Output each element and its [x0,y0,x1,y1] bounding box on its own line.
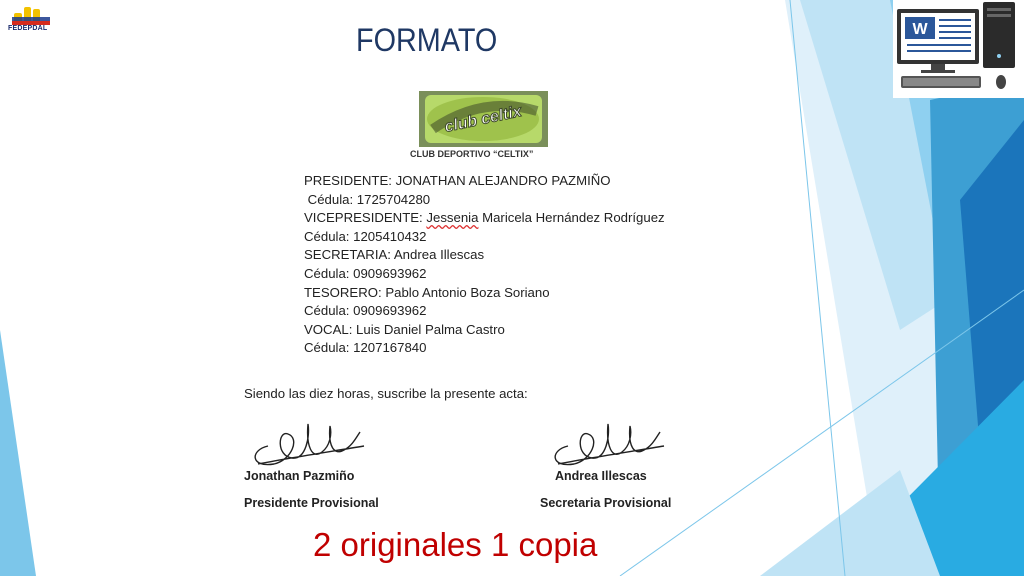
club-logo-text: club celtix [443,103,524,136]
officer-line: Cédula: 0909693962 [304,303,427,319]
officer-line: Cédula: 0909693962 [304,265,427,281]
page-title: FORMATO [356,22,498,58]
statement-text: Siendo las diez horas, suscribe la presente acta: [244,386,528,401]
spellcheck-marked-word: Jessenia [426,210,479,226]
signature-role: Secretaria Provisional [540,496,672,510]
officer-line: Cédula: 1207167840 [304,340,427,356]
club-logo-icon [419,91,548,147]
signature-icon [548,416,668,474]
signature-name: Jonathan Pazmiño [244,469,355,483]
left-wedge [0,330,36,576]
copies-note: 2 originales 1 copia [313,526,598,563]
officer-line: PRESIDENTE: JONATHAN ALEJANDRO PAZMIÑO [304,173,611,188]
officer-line: SECRETARIA: Andrea Illescas [304,247,485,263]
officer-line [304,209,665,228]
signature-icon [248,416,368,474]
club-name: CLUB DEPORTIVO “CELTIX” [410,149,534,159]
officer-role: VICEPRESIDENTE: [304,210,427,226]
officer-name: Maricela Hernández Rodríguez [478,210,665,226]
officer-line: TESORERO: Pablo Antonio Boza Soriano [304,284,550,300]
signature-name: Andrea Illescas [555,469,647,483]
officer-line: VOCAL: Luis Daniel Palma Castro [304,321,505,337]
signature-role: Presidente Provisional [244,496,379,510]
officers-list [304,172,665,358]
officer-line: Cédula: 1205410432 [304,228,427,244]
officer-line: Cédula: 1725704280 [304,191,431,207]
word-letter: W [912,21,928,38]
word-computer-icon [893,0,1024,98]
org-logo-text: FEDEPDAL [8,25,48,32]
